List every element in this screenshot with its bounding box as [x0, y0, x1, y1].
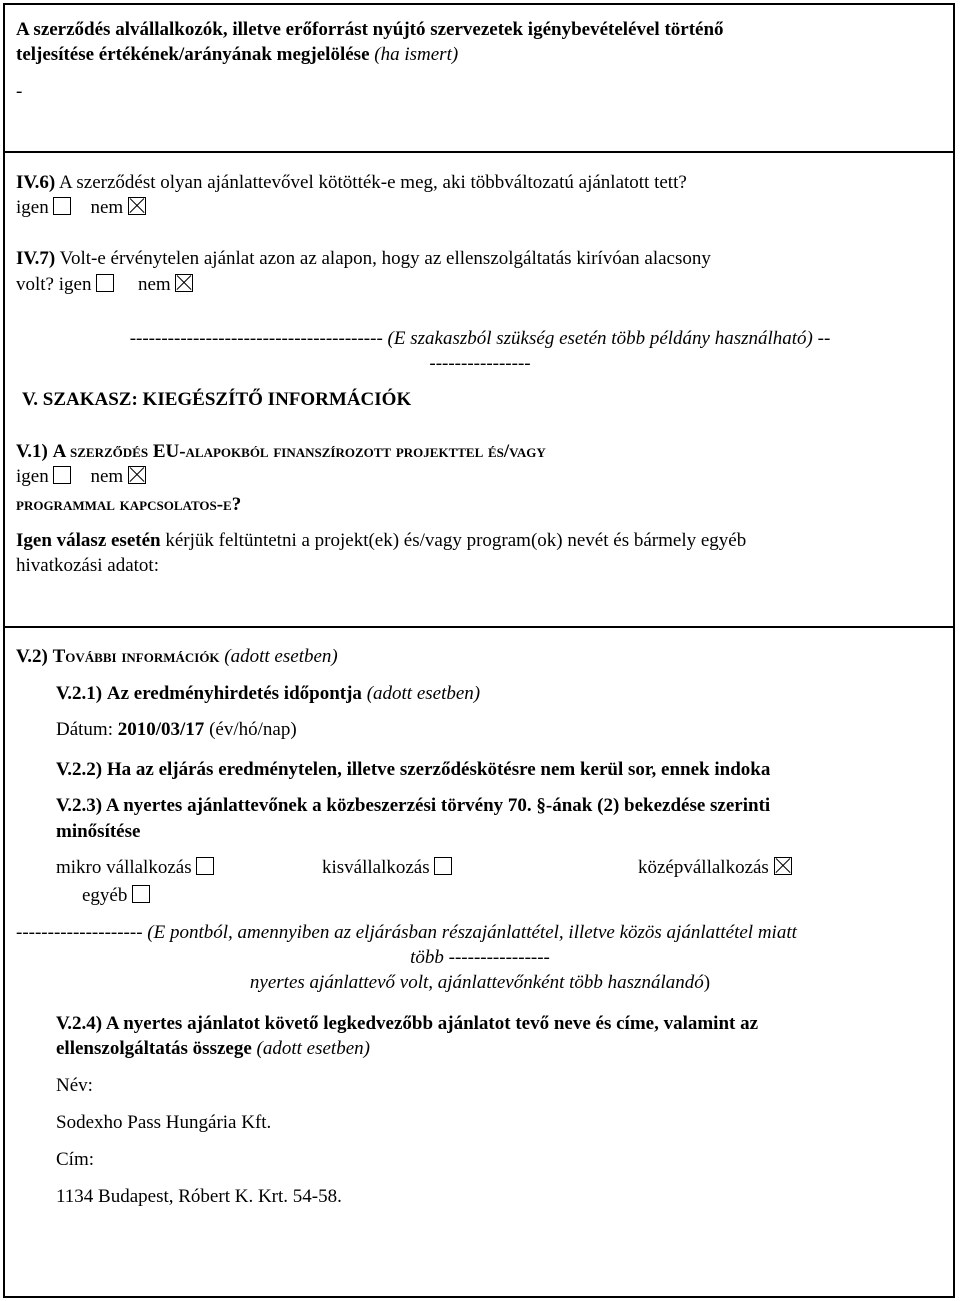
- v23-heading-line2: minősítése: [56, 821, 141, 842]
- nev-label: Név:: [56, 1075, 93, 1096]
- datum-value: 2010/03/17: [117, 719, 205, 740]
- mikro-checkbox[interactable]: [196, 857, 214, 875]
- kozep-checkbox[interactable]: [774, 857, 792, 875]
- v1-question-line2: programmal kapcsolatos-e?: [16, 494, 242, 515]
- iv7-options: volt? igen nem: [16, 273, 193, 297]
- v22-heading: V.2.2) Ha az eljárás eredménytelen, illetve szerződéskötésre nem kerül sor, ennek indoka: [56, 759, 771, 780]
- v24-heading: V.2.4) A nyertes ajánlatot követő legkedvezőbb ajánlatot tevő neve és címe, valamint az: [56, 1013, 759, 1034]
- contractor-question-line2: teljesítése értékének/arányának megjelölése (ha ismert): [16, 44, 459, 65]
- iv7-nem-checkbox[interactable]: [175, 274, 193, 292]
- v1-nem-checkbox[interactable]: [128, 466, 146, 484]
- iv6-igen-checkbox[interactable]: [53, 197, 71, 215]
- nev-value: Sodexho Pass Hungária Kft.: [56, 1112, 272, 1133]
- v1-note: Igen válasz esetén kérjük feltüntetni a projekt(ek) és/vagy program(ok) nevét és bármely egyéb: [16, 530, 747, 551]
- contractor-answer: -: [16, 81, 23, 102]
- separator-2: -------------------- (E pontból, amennyiben az eljárásban részajánlattétel, illetve közös ajánlattétel miatt: [16, 922, 797, 943]
- iv7-question: IV.7) Volt-e érvénytelen ajánlat azon az alapon, hogy az ellenszolgáltatás kirívóan alacsony: [16, 248, 711, 269]
- v1-options: igen nem: [16, 465, 146, 489]
- iv7-igen-checkbox[interactable]: [96, 274, 114, 292]
- kozep-option: középvállalkozás: [638, 856, 792, 880]
- egyeb-option: egyéb: [82, 884, 150, 908]
- v1-question: V.1) A szerződés EU-alapokból finanszírozott projekttel és/vagy: [16, 441, 546, 462]
- v21-heading: V.2.1) Az eredményhirdetés időpontja (adott esetben): [56, 683, 481, 704]
- v1-note-line2: hivatkozási adatot:: [16, 555, 159, 576]
- section5-heading: V. SZAKASZ: KIEGÉSZÍTŐ INFORMÁCIÓK: [22, 389, 412, 410]
- separator-2-line3: nyertes ajánlattevő volt, ajánlattevőnként több használandó): [249, 972, 711, 993]
- mikro-option: mikro vállalkozás: [56, 856, 214, 880]
- v24-heading-line2: ellenszolgáltatás összege (adott esetben): [56, 1038, 370, 1059]
- section-symbol: §: [536, 795, 546, 816]
- separator-1-line2: ----------------: [429, 353, 531, 374]
- kis-option: kisvállalkozás: [322, 856, 452, 880]
- kis-checkbox[interactable]: [434, 857, 452, 875]
- egyeb-checkbox[interactable]: [132, 885, 150, 903]
- contractor-question-line1: A szerződés alvállalkozók, illetve erőforrást nyújtó szervezetek igénybevételével történő: [16, 19, 724, 40]
- iv6-nem-checkbox[interactable]: [128, 197, 146, 215]
- cim-value: 1134 Budapest, Róbert K. Krt. 54-58.: [56, 1186, 342, 1207]
- separator-1: ---------------------------------------- (E szakaszból szükség esetén több példány használható) --: [129, 328, 831, 349]
- v1-igen-checkbox[interactable]: [53, 466, 71, 484]
- datum-row: Dátum: 2010/03/17 (év/hó/nap): [56, 719, 297, 740]
- iv6-question: IV.6) A szerződést olyan ajánlattevővel kötötték-e meg, aki többváltozatú ajánlatott tett?: [16, 172, 687, 193]
- separator-2-line2: több ----------------: [410, 947, 550, 968]
- cim-label: Cím:: [56, 1149, 95, 1170]
- iv6-options: igen nem: [16, 196, 146, 220]
- v2-heading: V.2) További információk (adott esetben): [16, 646, 338, 667]
- v23-heading: V.2.3) A nyertes ajánlattevőnek a közbeszerzési törvény 70. §-ának (2) bekezdése szerinti: [56, 795, 771, 816]
